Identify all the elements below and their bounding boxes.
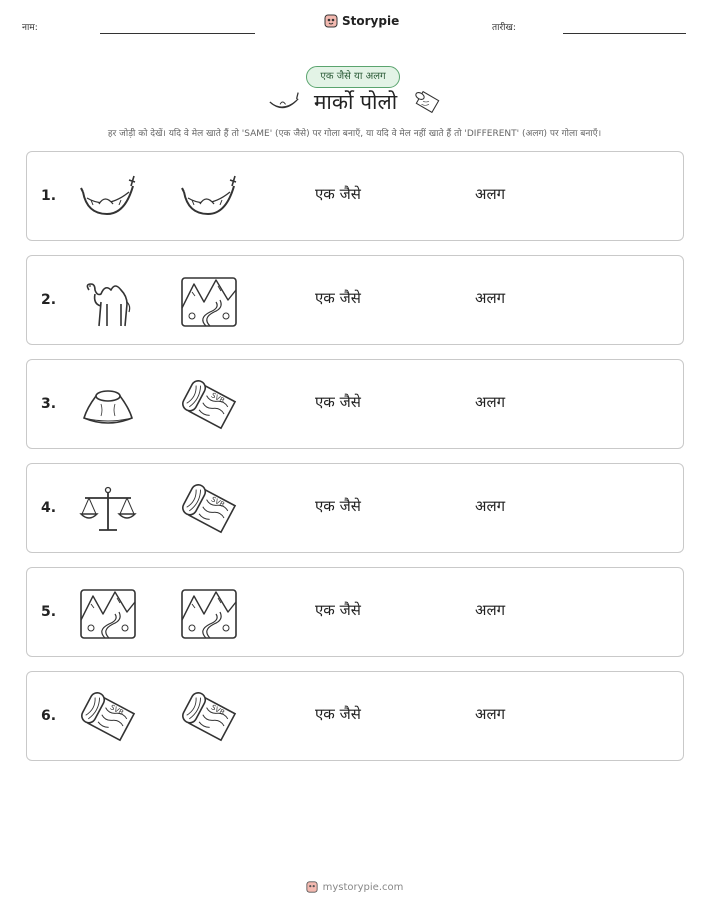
title-gondola-icon bbox=[268, 91, 300, 113]
option-different[interactable]: अलग bbox=[475, 497, 506, 515]
footer-url: mystorypie.com bbox=[322, 881, 404, 893]
rolled-map-icon bbox=[180, 690, 238, 746]
instructions: हर जोड़ी को देखें। यदि वे मेल खाते हैं तो 'SAME' (एक जैसे) पर गोला बनाएँ, या यदि वे मेल नहीं खाते हैं तो 'DIFFERENT' (अलग) पर गोला बनाएँ। bbox=[107, 129, 602, 139]
svg-text:SVB: SVB bbox=[108, 703, 125, 718]
question-row bbox=[26, 671, 684, 761]
question-row bbox=[26, 463, 684, 553]
question-row bbox=[26, 359, 684, 449]
question-number: 3. bbox=[41, 396, 57, 412]
question-number: 5. bbox=[41, 604, 57, 620]
mountain-landscape-icon bbox=[79, 586, 137, 642]
date-label: तारीख: bbox=[492, 23, 516, 33]
title-rolled-map-icon bbox=[411, 89, 441, 115]
question-number: 1. bbox=[41, 188, 57, 204]
option-same[interactable]: एक जैसे bbox=[315, 601, 361, 619]
option-different[interactable]: अलग bbox=[475, 601, 506, 619]
gondola-icon bbox=[180, 170, 238, 226]
question-row bbox=[26, 255, 684, 345]
storypie-mascot-icon bbox=[306, 880, 318, 894]
option-different[interactable]: अलग bbox=[475, 185, 506, 203]
option-same[interactable]: एक जैसे bbox=[315, 393, 361, 411]
option-same[interactable]: एक जैसे bbox=[315, 497, 361, 515]
question-number: 4. bbox=[41, 500, 57, 516]
name-field[interactable] bbox=[100, 33, 255, 34]
gondola-icon bbox=[79, 170, 137, 226]
mountain-landscape-icon bbox=[180, 586, 238, 642]
bowl-icon bbox=[79, 378, 137, 434]
brand-logo bbox=[324, 13, 399, 29]
question-number: 2. bbox=[41, 292, 57, 308]
storypie-mascot-icon bbox=[324, 13, 338, 29]
option-same[interactable]: एक जैसे bbox=[315, 289, 361, 307]
topic-pill: एक जैसे या अलग bbox=[306, 66, 400, 88]
balance-scale-icon bbox=[79, 482, 137, 538]
mountain-landscape-icon bbox=[180, 274, 238, 330]
date-field[interactable] bbox=[563, 33, 686, 34]
option-same[interactable]: एक जैसे bbox=[315, 705, 361, 723]
svg-text:SVB: SVB bbox=[209, 495, 226, 510]
question-row bbox=[26, 567, 684, 657]
option-different[interactable]: अलग bbox=[475, 289, 506, 307]
option-different[interactable]: अलग bbox=[475, 705, 506, 723]
question-row bbox=[26, 151, 684, 241]
page-title: मार्को पोलो bbox=[313, 90, 398, 114]
svg-text:SVB: SVB bbox=[209, 703, 226, 718]
rolled-map-icon bbox=[180, 378, 238, 434]
question-number: 6. bbox=[41, 708, 57, 724]
option-different[interactable]: अलग bbox=[475, 393, 506, 411]
option-same[interactable]: एक जैसे bbox=[315, 185, 361, 203]
name-label: नाम: bbox=[22, 23, 38, 33]
footer bbox=[0, 880, 709, 894]
svg-text:SVB: SVB bbox=[209, 391, 226, 406]
brand-name: Storypie bbox=[342, 14, 400, 28]
rolled-map-icon bbox=[180, 482, 238, 538]
title-row bbox=[0, 88, 709, 116]
rolled-map-icon bbox=[79, 690, 137, 746]
camel-icon bbox=[79, 274, 137, 330]
